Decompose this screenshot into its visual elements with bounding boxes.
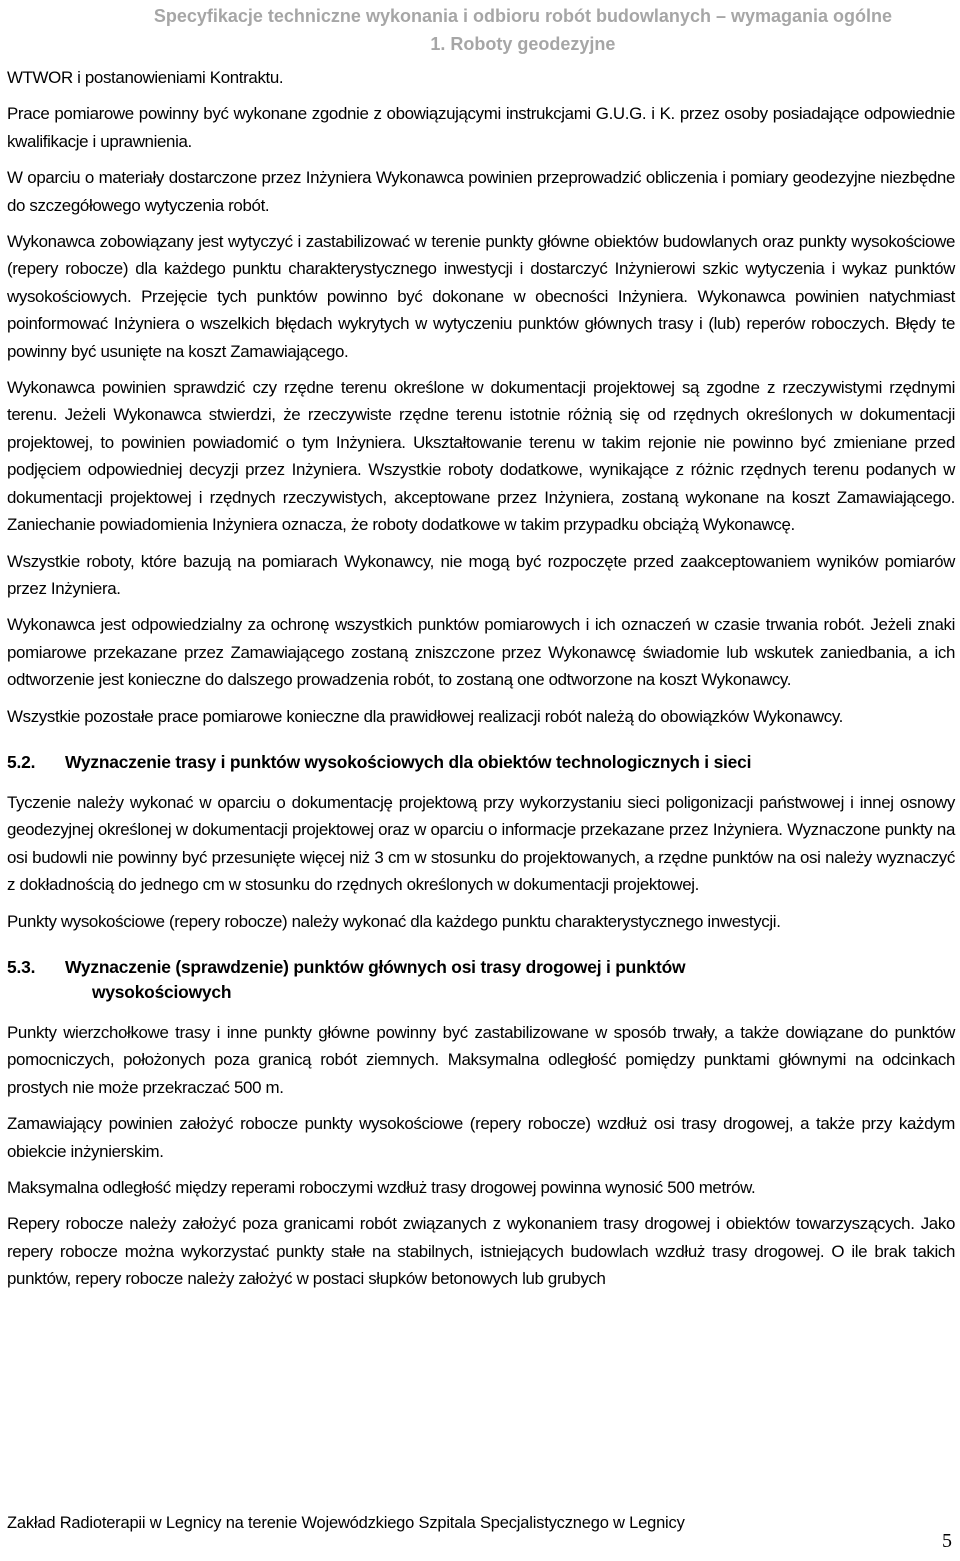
paragraph: Wykonawca zobowiązany jest wytyczyć i zastabilizować w terenie punkty główne obiektów budowlanych oraz punkty wysokościowe (repery robocze) dla każdego punktu charakterystycznego inwestycji i dostarczyć Inżynierowi szkic wytyczenia i wykaz punktów wysokościowych. Przejęcie tych punktów powinno być dokonane w obecności Inżyniera. Wykonawca powinien natychmiast poinformować Inżyniera o wszelkich błędach wykrytych w wytyczeniu punktów głównych trasy i (lub) reperów roboczych. Błędy te powinny być usunięte na koszt Zamawiającego. [7,232,955,361]
paragraph: Wszystkie pozostałe prace pomiarowe konieczne dla prawidłowej realizacji robót należą do obowiązków Wykonawcy. [7,706,844,726]
paragraph: W oparciu o materiały dostarczone przez Inżyniera Wykonawca powinien przeprowadzić obliczenia i pomiary geodezyjne niezbędne do szczegółowego wytyczenia robót. [7,168,955,215]
paragraph: Wszystkie roboty, które bazują na pomiarach Wykonawcy, nie mogą być rozpoczęte przed zaakceptowaniem wyników pomiarów przez Inżyniera. [7,551,955,598]
page-number: 5 [942,1530,952,1552]
paragraph: Punkty wierzchołkowe trasy i inne punkty główne powinny być zastabilizowane w sposób trwały, a także dowiązane do punktów pomocniczych, położonych poza granicą robót ziemnych. Maksymalna odległość pomiędzy punktami głównymi na odcinkach prostych nie może przekraczać 500 m. [7,1022,955,1097]
header-title: Specyfikacje techniczne wykonania i odbioru robót budowlanych – wymagania ogólne [153,6,892,26]
paragraph: Zamawiający powinien założyć robocze punkty wysokościowe (repery robocze) wzdłuż osi trasy drogowej, a także przy każdym obiekcie inżynierskim. [7,1114,955,1161]
paragraph: Prace pomiarowe powinny być wykonane zgodnie z obowiązującymi instrukcjami G.U.G. i K. przez osoby posiadające odpowiednie kwalifikacje i uprawnienia. [7,104,955,151]
header-subtitle: 1. Roboty geodezyjne [430,34,616,54]
paragraph: Tyczenie należy wykonać w oparciu o dokumentację projektową przy wykorzystaniu sieci poligonizacji państwowej i innej osnowy geodezyjnej określonej w dokumentacji projektowej oraz w oparciu o informacje przekazane przez Inżyniera. Wyznaczone punkty na osi budowli nie powinny być przesunięte więcej niż 3 cm w stosunku do projektowanych, a rzędne punktów na osi należy wyznaczyć z dokładnością do jednego cm w stosunku do rzędnych określonych w dokumentacji projektowej. [7,792,955,895]
page-header [154,2,892,58]
section-heading-5-3 [7,955,955,1005]
section-title: Wyznaczenie trasy i punktów wysokościowych dla obiektów technologicznych i sieci [65,751,752,772]
section-title-line2: wysokościowych [92,981,232,1002]
section-heading-5-2 [7,750,955,775]
paragraph: Punkty wysokościowe (repery robocze) należy wykonać dla każdego punktu charakterystycznego inwestycji. [7,911,781,931]
page-footer: Zakład Radioterapii w Legnicy na terenie Wojewódzkiego Szpitala Specjalistycznego w Legnicy [7,1514,685,1532]
section-number: 5.2. [7,751,36,772]
section-title [65,955,955,1005]
section-title-line1: Wyznaczenie (sprawdzenie) punktów głównych osi trasy drogowej i punktów [65,956,686,977]
document-body [7,64,955,1302]
paragraph: Maksymalna odległość między reperami roboczymi wzdłuż trasy drogowej powinna wynosić 500 metrów. [7,1178,756,1197]
paragraph: WTWOR i postanowieniami Kontraktu. [7,68,284,87]
section-number: 5.3. [7,956,36,977]
paragraph: Wykonawca powinien sprawdzić czy rzędne terenu określone w dokumentacji projektowej są zgodne z rzeczywistymi rzędnymi terenu. Jeżeli Wykonawca stwierdzi, że rzeczywiste rzędne terenu istotnie różnią się od rzędnych określonych w dokumentacji projektowej, to powinien powiadomić o tym Inżyniera. Ukształtowanie terenu w takim rejonie nie powinno być zmieniane przed podjęciem odpowiedniej decyzji przez Inżyniera. Wszystkie roboty dodatkowe, wynikające z różnic rzędnych terenu podanych w dokumentacji projektowej i rzędnych rzeczywistych, akceptowane przez Inżyniera, zostaną wykonane na koszt Zamawiającego. Zaniechanie powiadomienia Inżyniera oznacza, że roboty dodatkowe w takim przypadku obciążą Wykonawcę. [7,378,955,535]
paragraph: Wykonawca jest odpowiedzialny za ochronę wszystkich punktów pomiarowych i ich oznaczeń w czasie trwania robót. Jeżeli znaki pomiarowe przekazane przez Zamawiającego zostaną zniszczone przez Wykonawcę świadomie lub wskutek zaniedbania, a ich odtworzenie jest konieczne do dalszego prowadzenia robót, to zostaną one odtworzone na koszt Wykonawcy. [7,615,955,690]
paragraph: Repery robocze należy założyć poza granicami robót związanych z wykonaniem trasy drogowej i obiektów towarzyszących. Jako repery robocze można wykorzystać punkty stałe na stabilnych, istniejących budowlach wzdłuż trasy drogowej. O ile brak takich punktów, repery robocze należy założyć w postaci słupków betonowych lub grubych [7,1214,955,1289]
